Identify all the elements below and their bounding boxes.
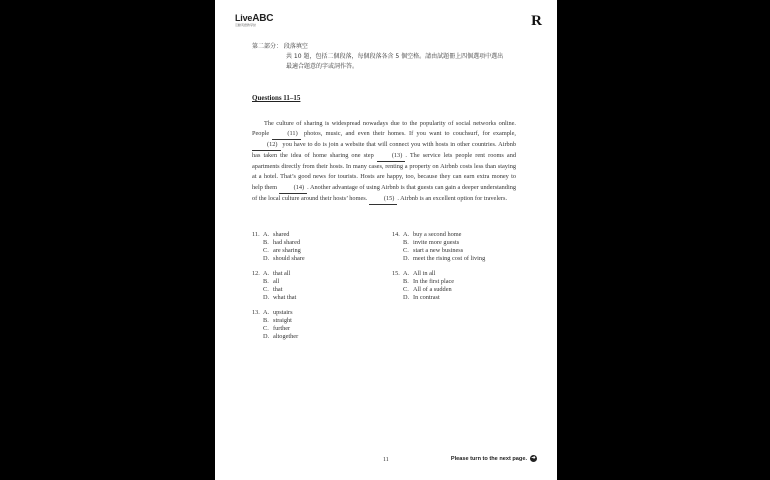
option-text: that [273,286,283,293]
logo-subtitle: 互動英語教學誌 [235,23,257,27]
blank-13: (13) [377,151,406,162]
option-text: are sharing [273,247,301,254]
option-text: meet the rising cost of living [413,255,486,262]
option-text: In contrast [413,294,440,301]
turn-page-text: Please turn to the next page. [450,455,527,462]
question-15: 15. A. All in all B. In the first place C. All of a sudden D. In contrast [392,270,455,301]
option-text: further [273,325,291,332]
option-text: start a new business [413,247,464,254]
turn-page-link[interactable] [451,455,537,462]
option-text: upstairs [273,309,293,316]
instructions-line: 最適合題意的字或詞作答。 [286,63,359,70]
option-text: shared [273,231,290,238]
option-text: altogether [273,333,299,340]
blank-14: (14) [279,183,308,194]
option-text: All of a sudden [413,286,452,293]
option-text: In the first place [413,278,455,285]
questions-heading: Questions 11–15 [252,94,301,102]
logo-accent: ABC [252,13,274,24]
option-text: what that [273,294,297,301]
instructions-title: 第二部分： 段落填空 [252,43,308,50]
instructions-line: 共 10 題，包括二個段落，每個段落各含 5 個空格。請由試題冊上四個選項中選出 [286,53,504,60]
option-text: should share [273,255,305,262]
reading-passage [252,119,516,205]
question-14: 14. A. buy a second home B. invite more guests C. start a new business D. meet the rising cost of living [392,231,486,262]
blank-15: (15) [369,194,398,205]
section-letter: R [531,13,542,29]
question-13: 13. A. upstairs B. straight C. further D. altogether [252,309,299,340]
option-text: buy a second home [413,231,462,238]
option-text: invite more guests [413,239,460,246]
arrow-right-circle-icon: ➜ [531,455,536,461]
liveabc-logo [235,13,273,27]
option-text: straight [273,317,292,324]
page-number: 11 [383,457,389,463]
logo-text: Live [235,13,253,23]
option-text: that all [273,270,291,277]
exam-page [215,0,557,480]
passage-paragraph: The culture of sharing is widespread nowadays due to the popularity of social networks online. People (11) photos, music, and even their homes. If you want to couchsurf, for example, (12) you have to do is join a website that will connect you with hosts in other countries. Airbnb has taken the idea of home sharing one step (13) . The service lets people rent rooms and apartments directly from their hosts. In many cases, renting a property on Airbnb costs less than staying at a hotel. That’s good news for tourists. Hosts are happy, too, because they can earn extra money to help them (14) . Another advantage of using Airbnb is that guests can gain a deeper understanding of the local culture around their hosts’ homes. (15) . Airbnb is an excellent option for travelers. [252,119,516,205]
question-12: 12. A. that all B. all C. that D. what that [252,270,297,301]
blank-11: (11) [272,129,300,140]
blank-12: (12) [252,140,281,151]
question-11: 11. A. shared B. had shared C. are sharing D. should share [252,231,305,262]
option-text: had shared [273,239,301,246]
option-text: All in all [413,270,436,277]
option-text: all [273,278,280,285]
